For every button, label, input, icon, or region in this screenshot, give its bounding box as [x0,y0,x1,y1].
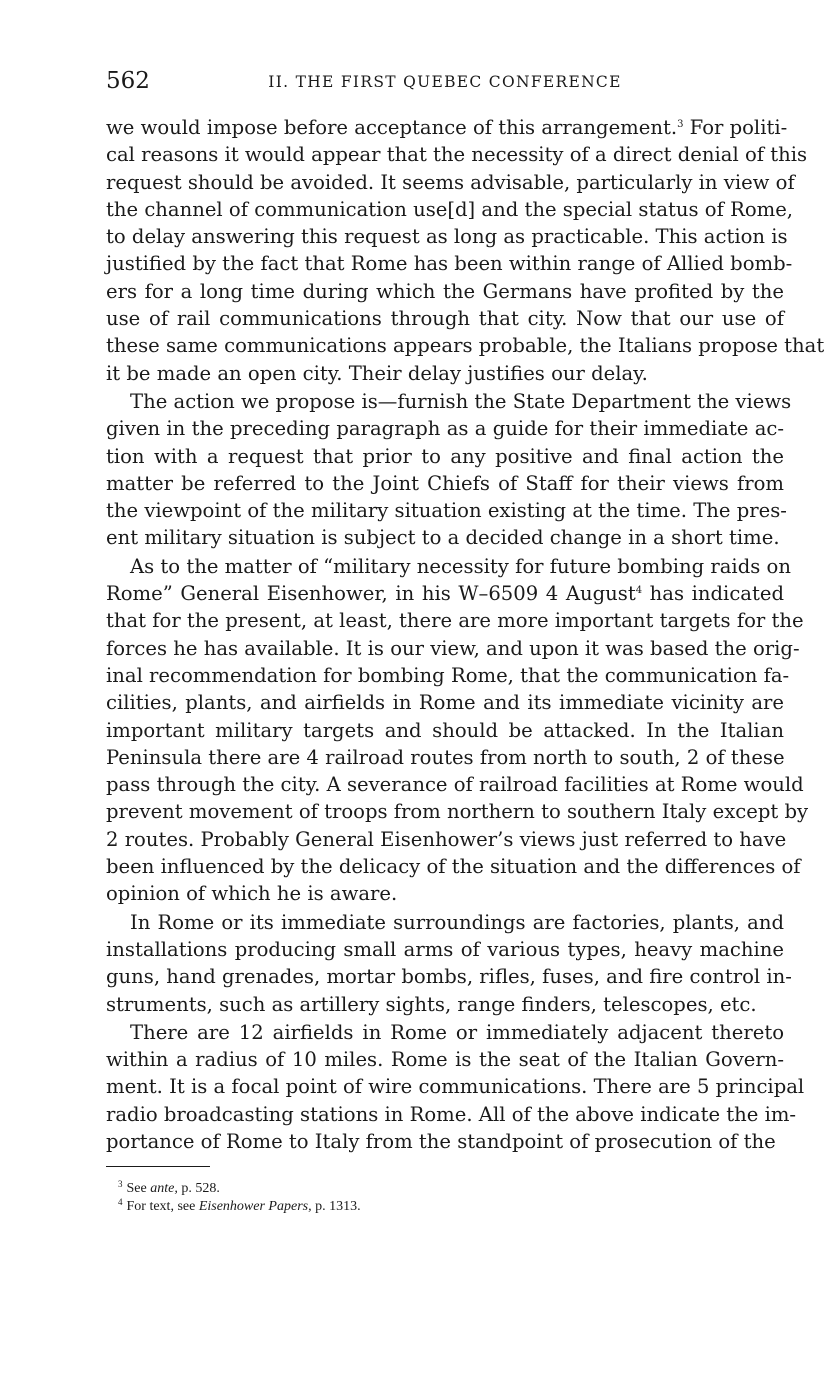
text-line: ers for a long time during which the Germans have profited by the [106,279,784,303]
text-line: pass through the city. A severance of railroad facilities at Rome would [106,773,804,797]
paragraph [106,553,809,908]
page-header [106,66,784,96]
text-line: guns, hand grenades, mortar bombs, rifles, fuses, and fire control in- [106,965,792,989]
text-line: tion with a request that prior to any positive and final action the [106,444,784,468]
text-line: 2 routes. Probably General Eisenhower’s views just referred to have [106,827,787,851]
text-line: been influenced by the delicacy of the situation and the differences of [106,855,801,879]
text-line: forces he has available. It is our view, and upon it was based the orig- [106,636,800,660]
text-line: portance of Rome to Italy from the standpoint of prosecution of the [106,1129,776,1153]
text-line: prevent movement of troops from northern to southern Italy except by [106,800,809,824]
text-line: these same communications appears probable, the Italians propose that [106,334,824,358]
text-line: cal reasons it would appear that the necessity of a direct denial of this [106,143,808,167]
paragraph [106,1019,805,1155]
text-line: ent military situation is subject to a decided change in a short time. [106,526,780,550]
text-line: request should be avoided. It seems advisable, particularly in view of [106,170,795,194]
text-line: matter be referred to the Joint Chiefs of Staff for their views from [106,471,784,495]
text-line: the viewpoint of the military situation existing at the time. The pres- [106,499,787,523]
text-line: In Rome or its immediate surroundings are factories, plants, and [130,910,784,934]
text-line: important military targets and should be attacked. In the Italian [106,718,784,742]
footnote: $^4$ For text, see Eisenhower Papers, p. 1313. [118,1197,361,1214]
running-head: II. THE FIRST QUEBEC CONFERENCE [268,73,622,91]
text-line: opinion of which he is aware. [106,882,398,906]
text-line: justified by the fact that Rome has been within range of Allied bomb- [106,252,793,276]
text-line: radio broadcasting stations in Rome. All of the above indicate the im- [106,1102,797,1126]
text-line: Rome” General Eisenhower, in his W–6509 4 August$^4$ has indicated [106,582,784,606]
text-line: cilities, plants, and airfields in Rome and its immediate vicinity are [106,691,784,715]
text-line: inal recommendation for bombing Rome, that the communication fa- [106,663,790,687]
body-text [106,114,824,1155]
text-line: struments, such as artillery sights, range finders, telescopes, etc. [106,992,757,1016]
text-line: installations producing small arms of various types, heavy machine [106,937,784,961]
text-line: As to the matter of “military necessity for future bombing raids on [130,554,791,578]
text-line: the channel of communication use[d] and the special status of Rome, [106,197,794,221]
text-line: Peninsula there are 4 railroad routes from north to south, 2 of these [106,745,785,769]
text-line: The action we propose is—furnish the State Department the views [130,389,792,413]
footnote-marker: 4 [635,585,643,597]
paragraph [106,388,792,552]
page-number: 562 [106,68,150,94]
footnote: $^3$ See ante, p. 528. [118,1179,220,1196]
text-line: we would impose before acceptance of this arrangement.$^3$ For politi- [106,116,788,139]
text-line: given in the preceding paragraph as a guide for their immediate ac- [106,417,784,441]
footnotes [118,1180,678,1216]
footnote-rule [106,1166,210,1167]
text-line: use of rail communications through that city. Now that our use of [106,307,784,331]
paragraph [106,909,792,1018]
footnote-marker: 3 [677,119,684,130]
text-line: There are 12 airfields in Rome or immediately adjacent thereto [130,1020,784,1044]
paragraph [106,114,824,387]
text-line: that for the present, at least, there are more important targets for the [106,609,804,633]
text-line: within a radius of 10 miles. Rome is the seat of the Italian Govern- [106,1048,784,1072]
text-line: ment. It is a focal point of wire communications. There are 5 principal [106,1075,805,1099]
text-line: it be made an open city. Their delay justifies our delay. [106,361,648,385]
text-line: to delay answering this request as long as practicable. This action is [106,225,788,249]
